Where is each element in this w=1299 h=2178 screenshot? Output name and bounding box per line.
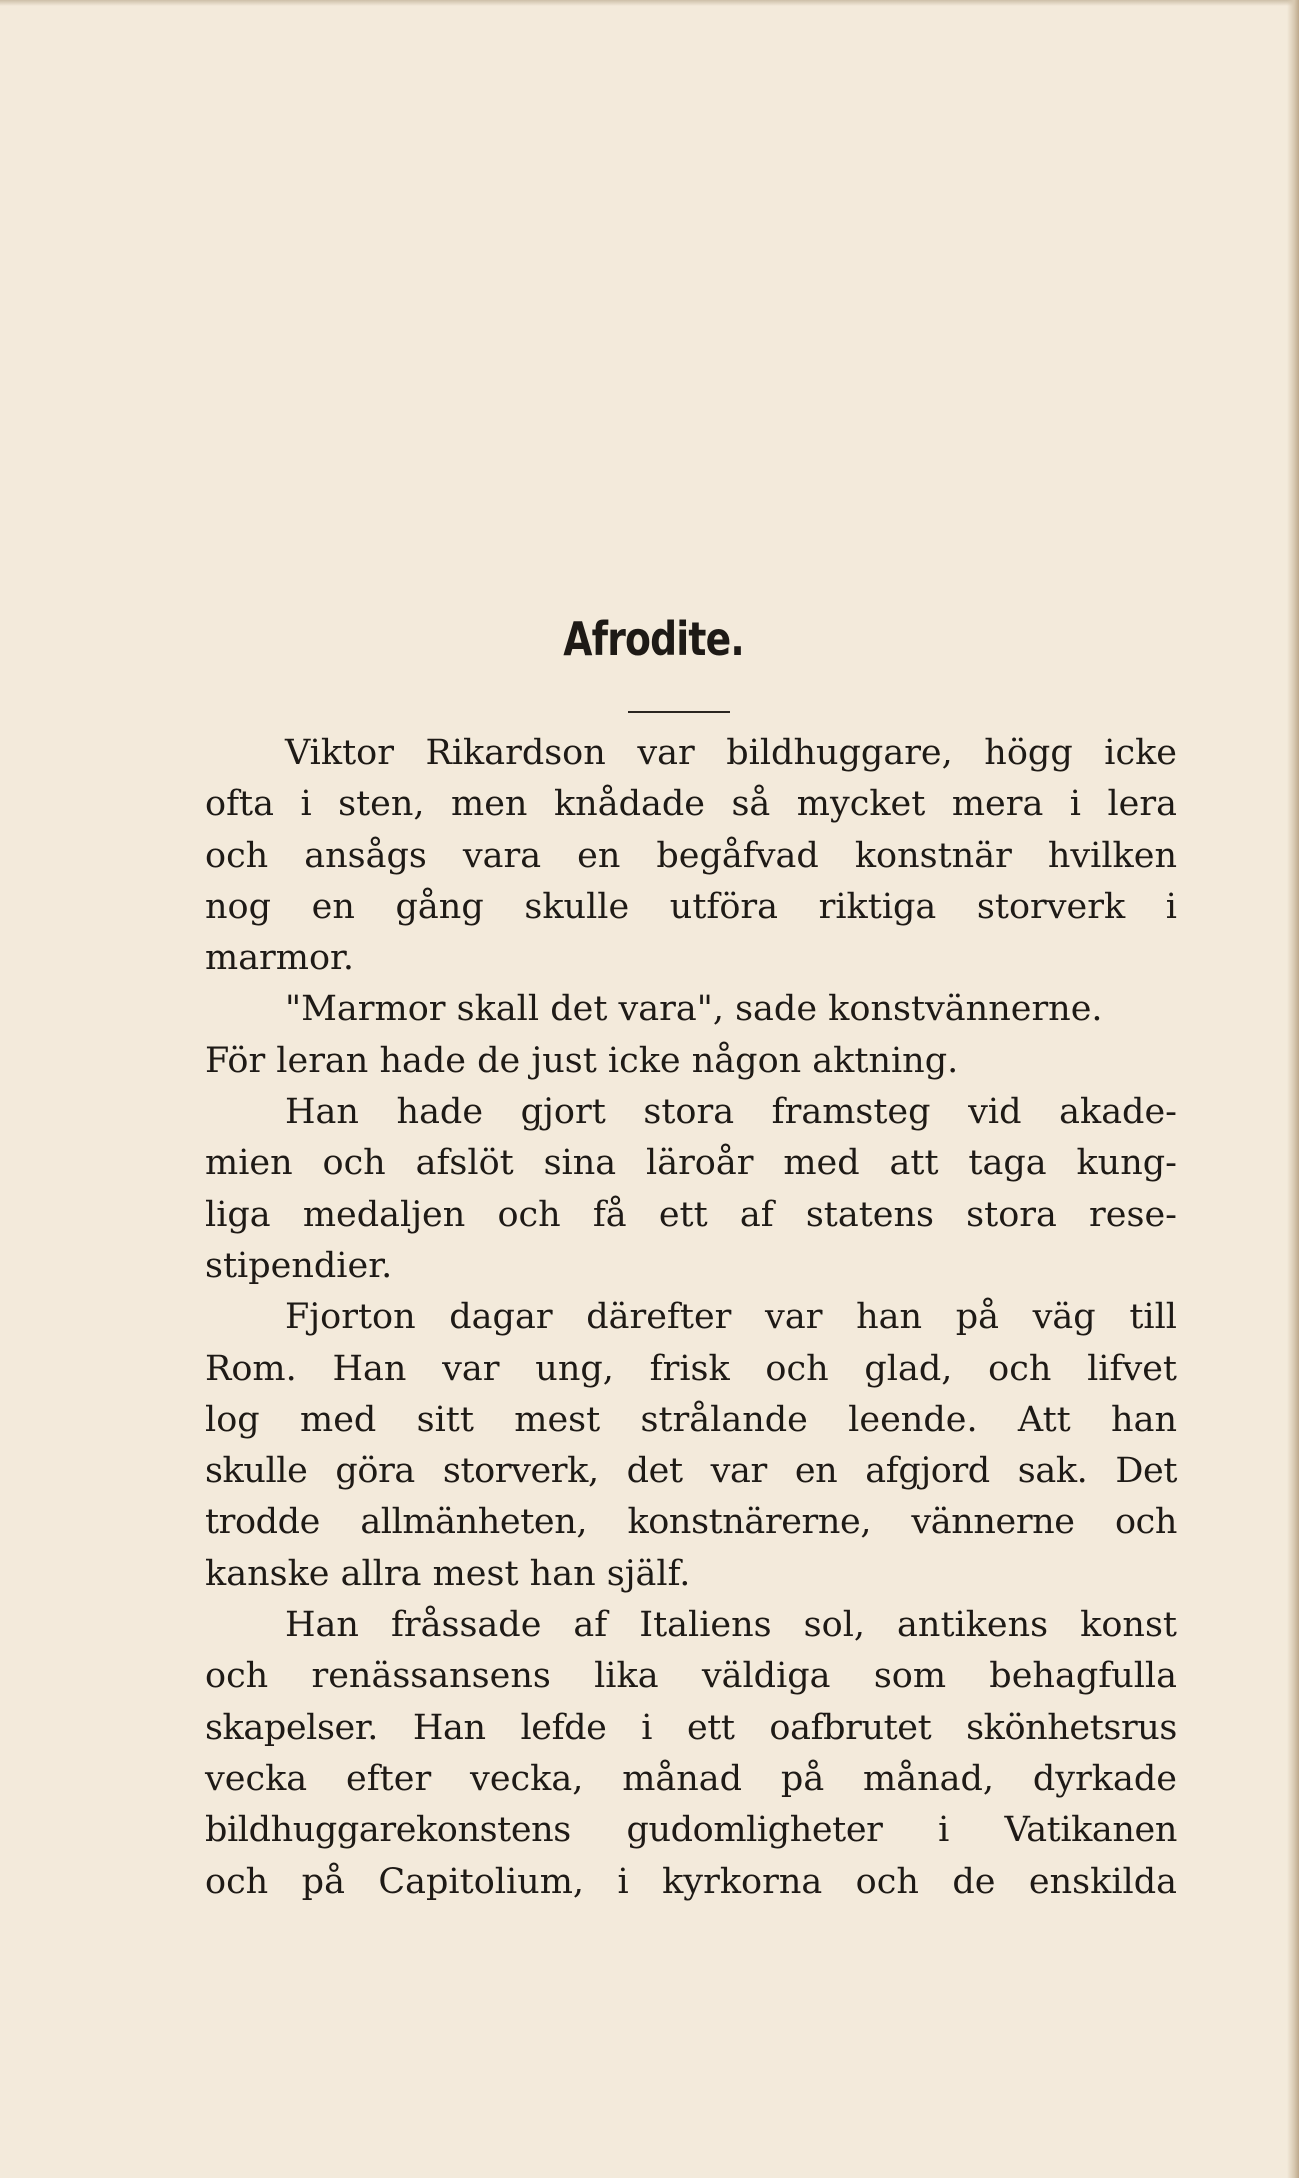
body-text: [205, 728, 1177, 1908]
text-line: "Marmor skall det vara", sade konstvännerne.: [285, 989, 1103, 1030]
text-line: vecka efter vecka, månad på månad, dyrkade: [205, 1758, 1177, 1799]
text-line: och ansågs vara en begåfvad konstnär hvilken: [205, 835, 1177, 876]
text-line: nog en gång skulle utföra riktiga storverk i: [205, 886, 1177, 927]
text-line: bildhuggarekonstens gudomligheter i Vatikanen: [205, 1810, 1177, 1851]
text-line: log med sitt mest strålande leende. Att han: [205, 1399, 1177, 1440]
text-line: och renässansens lika väldiga som behagfulla: [205, 1656, 1177, 1697]
page-top-shadow: [0, 0, 1299, 6]
text-line: Rom. Han var ung, frisk och glad, och lifvet: [205, 1348, 1177, 1389]
text-line: skulle göra storverk, det var en afgjord sak. Det: [205, 1451, 1177, 1492]
text-line: liga medaljen och få ett af statens stora rese-: [205, 1194, 1177, 1235]
text-line: kanske allra mest han själf.: [205, 1553, 691, 1594]
text-line: och på Capitolium, i kyrkorna och de enskilda: [205, 1861, 1177, 1902]
text-line: Fjorton dagar därefter var han på väg till: [285, 1297, 1177, 1338]
page-edge: [1287, 0, 1299, 2178]
chapter-title: Afrodite.: [563, 612, 744, 666]
text-line: mien och afslöt sina läroår med att taga kung-: [205, 1143, 1177, 1184]
text-line: Viktor Rikardson var bildhuggare, högg icke: [285, 733, 1177, 773]
title-divider: [628, 711, 730, 713]
text-line: skapelser. Han lefde i ett oafbrutet skönhetsrus: [205, 1707, 1177, 1748]
text-line: ofta i sten, men knådade så mycket mera i lera: [205, 784, 1177, 825]
text-line: För leran hade de just icke någon aktning.: [205, 1040, 959, 1081]
text-line: trodde allmänheten, konstnärerne, vännerne och: [205, 1502, 1177, 1543]
text-line: Han fråssade af Italiens sol, antikens konst: [285, 1605, 1177, 1646]
text-line: stipendier.: [205, 1245, 393, 1286]
text-line: marmor.: [205, 938, 355, 979]
text-line: Han hade gjort stora framsteg vid akade-: [285, 1092, 1177, 1133]
